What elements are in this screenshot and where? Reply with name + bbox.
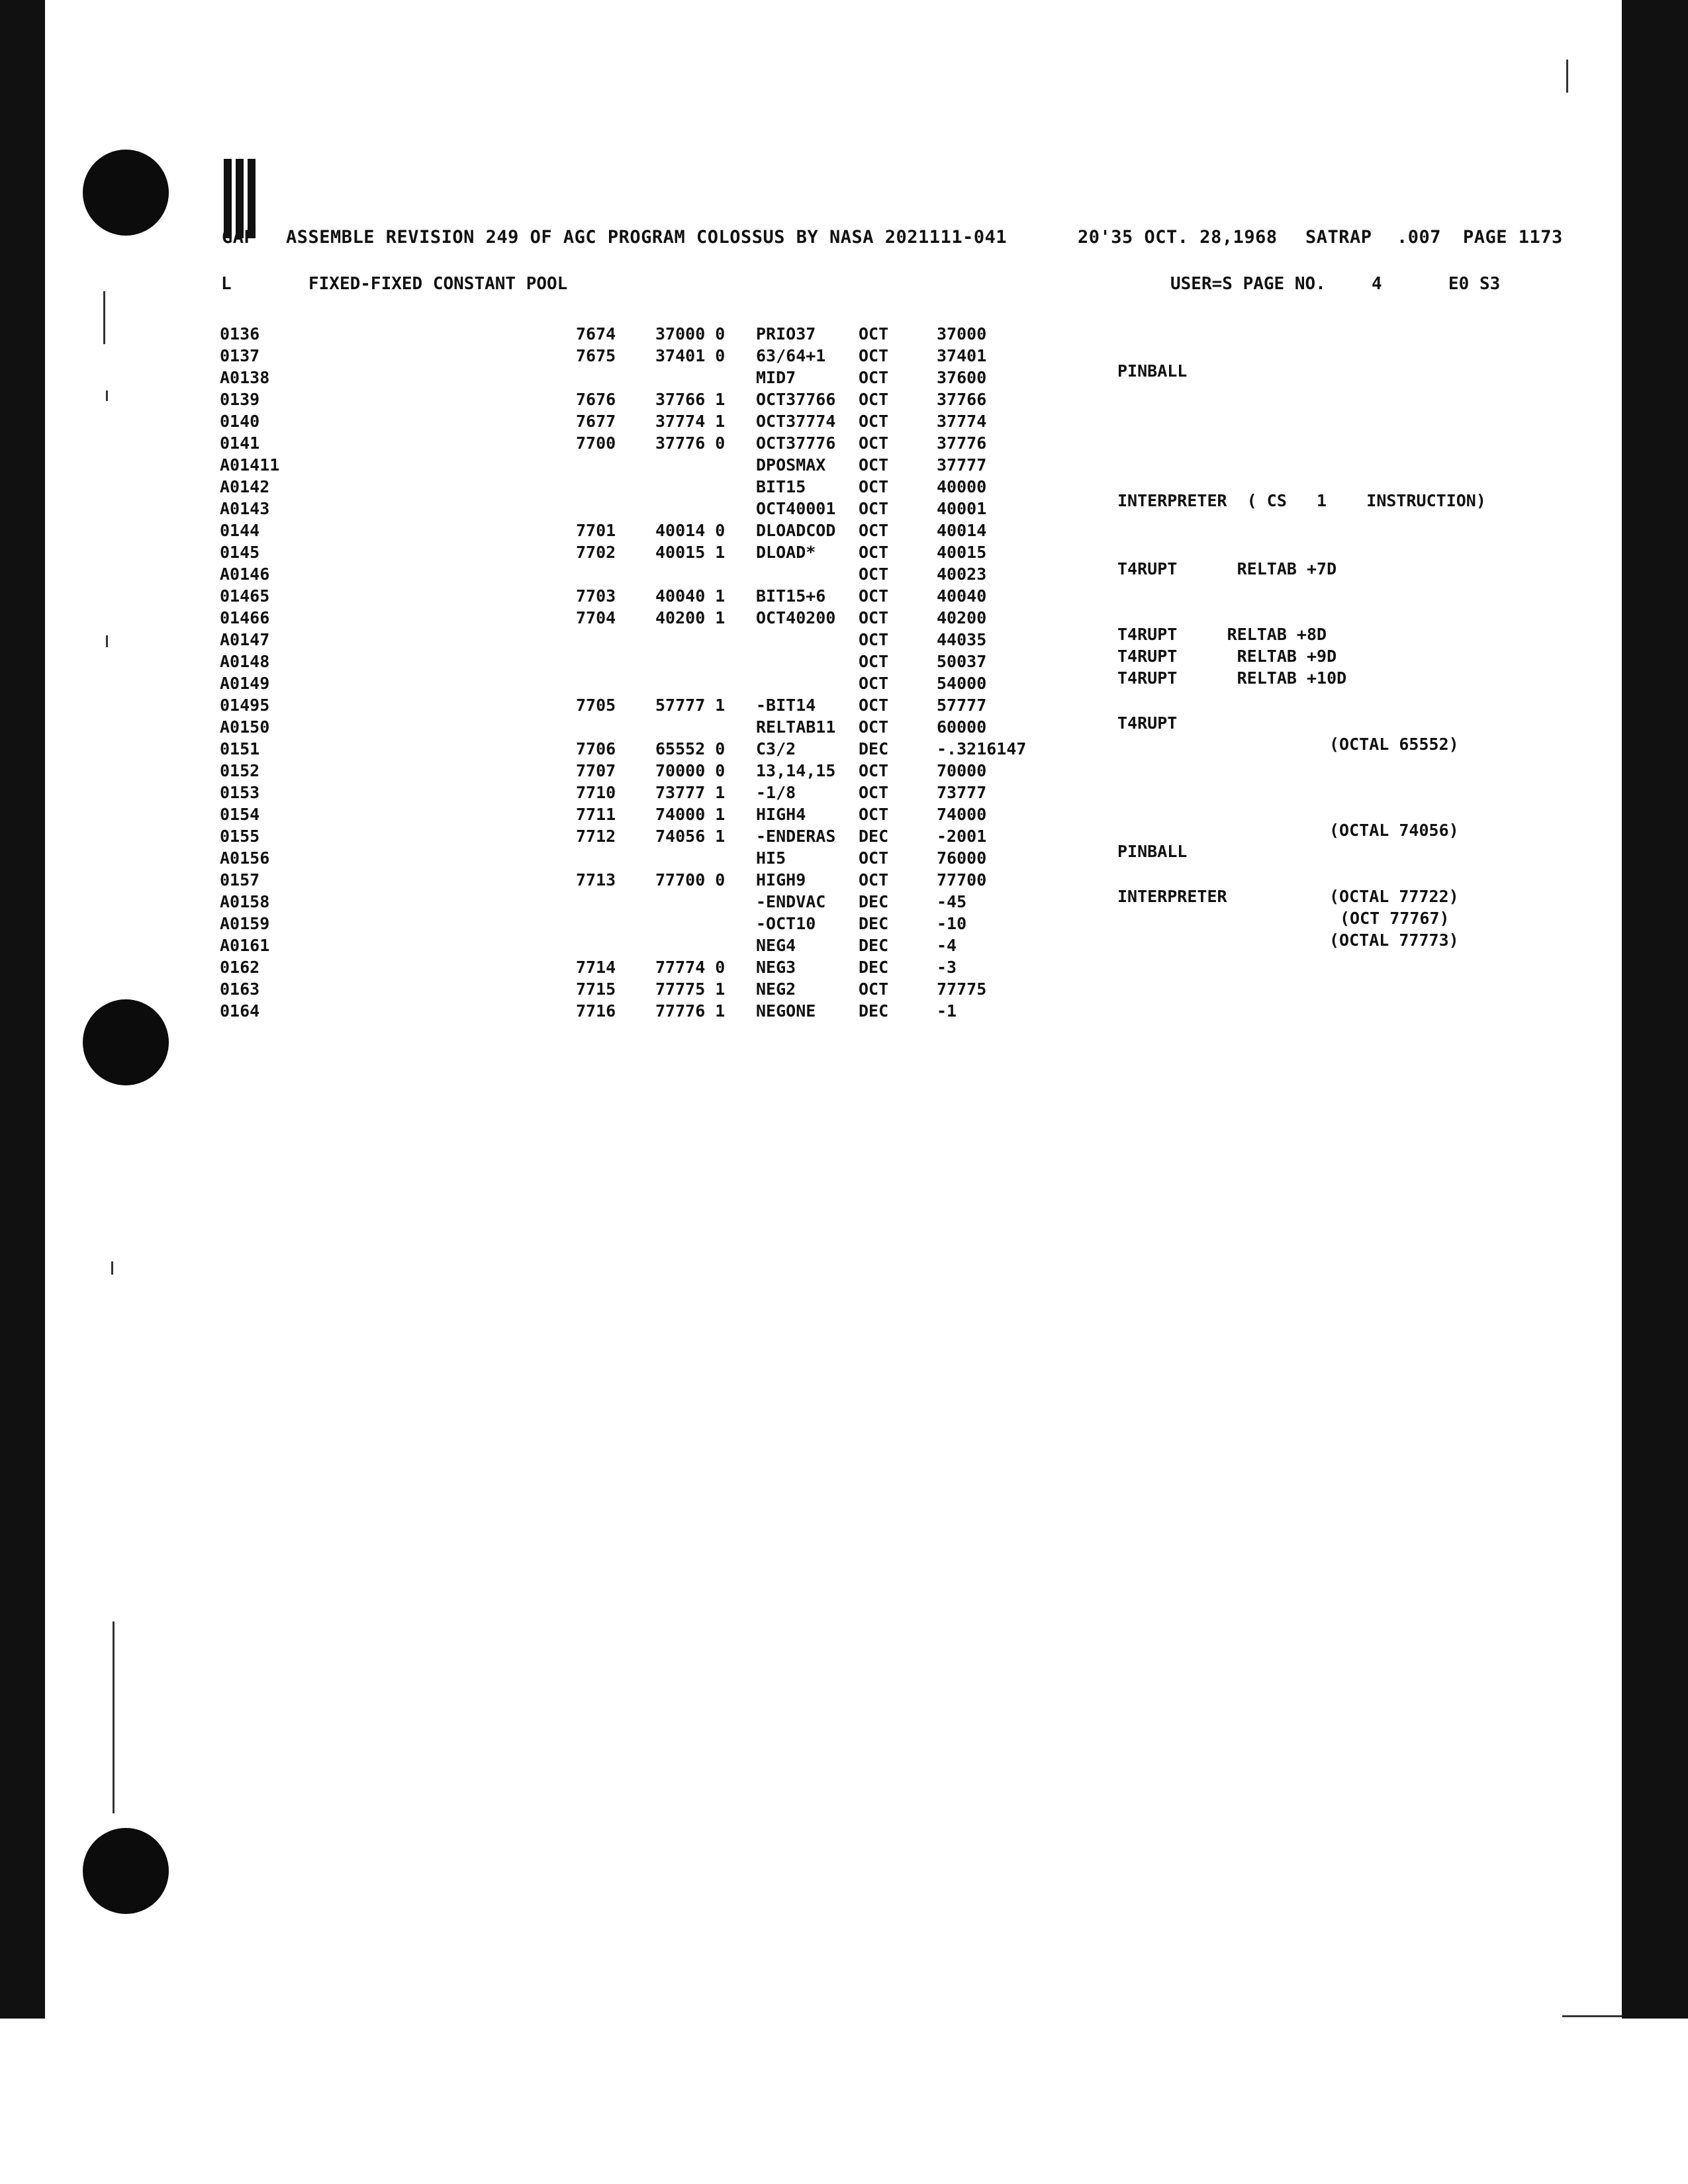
operand: 57777 (937, 696, 987, 715)
line-number: 0157 (220, 870, 260, 889)
symbol-label: NEG3 (756, 958, 796, 977)
line-number: A0149 (220, 674, 270, 693)
line-number: A0150 (220, 717, 270, 737)
symbol-label: BIT15+6 (756, 586, 826, 606)
listing-row (0, 958, 1688, 979)
comment-text: (OCTAL 74056) (1329, 821, 1459, 840)
listing-row (0, 543, 1688, 564)
opcode: DEC (859, 958, 889, 977)
memory-word: 65552 0 (655, 739, 726, 758)
listing-row (0, 324, 1688, 345)
opcode: OCT (859, 783, 889, 802)
symbol-label: DLOADCOD (756, 521, 836, 540)
memory-word: 40015 1 (655, 543, 726, 562)
symbol-label: OCT40200 (756, 608, 836, 627)
comment-text: T4RUPT RELTAB +9D (1117, 647, 1337, 666)
line-number: 0141 (220, 433, 260, 453)
opcode: OCT (859, 848, 889, 868)
listing-row (0, 608, 1688, 629)
comment-text: INTERPRETER (1117, 887, 1227, 906)
line-number: A0148 (220, 652, 270, 671)
scan-mark (106, 390, 108, 401)
line-number: 0153 (220, 783, 260, 802)
address: 7705 (576, 696, 616, 715)
line-number: A01411 (220, 455, 280, 475)
operand: 40015 (937, 543, 987, 562)
line-number: 0136 (220, 324, 260, 343)
memory-word: 77700 0 (655, 870, 726, 889)
opcode: DEC (859, 827, 889, 846)
line-number: A0156 (220, 848, 270, 868)
opcode: OCT (859, 499, 889, 518)
operand: 60000 (937, 717, 987, 737)
symbol-label: DPOSMAX (756, 455, 826, 475)
section-code: E0 S3 (1448, 274, 1501, 294)
symbol-label: NEGONE (756, 1001, 816, 1021)
operand: -1 (937, 1001, 957, 1021)
opcode: OCT (859, 761, 889, 780)
comment-text: T4RUPT RELTAB +7D (1117, 559, 1337, 578)
memory-word: 57777 1 (655, 696, 726, 715)
section-title: FIXED-FIXED CONSTANT POOL (308, 274, 568, 294)
opcode: DEC (859, 739, 889, 758)
punch-hole-top (83, 150, 169, 236)
scan-mark (113, 1621, 115, 1813)
opcode: OCT (859, 346, 889, 365)
operand: 76000 (937, 848, 987, 868)
address: 7700 (576, 433, 616, 453)
comment-text: T4RUPT RELTAB +10D (1117, 668, 1347, 688)
opcode: OCT (859, 455, 889, 475)
opcode: OCT (859, 390, 889, 409)
opcode: OCT (859, 477, 889, 496)
punch-hole-bottom (83, 1828, 169, 1914)
line-number: A0143 (220, 499, 270, 518)
operand: 40000 (937, 477, 987, 496)
opcode: OCT (859, 608, 889, 627)
symbol-label: -1/8 (756, 783, 796, 802)
line-number: 0162 (220, 958, 260, 977)
operand: -.3216147 (937, 739, 1027, 758)
operand: -3 (937, 958, 957, 977)
operand: -45 (937, 892, 967, 911)
user-page-number: 4 (1372, 274, 1382, 294)
operand: 37777 (937, 455, 987, 475)
opcode: DEC (859, 914, 889, 933)
memory-word: 73777 1 (655, 783, 726, 802)
memory-word: 70000 0 (655, 761, 726, 780)
symbol-label: OCT37766 (756, 390, 836, 409)
operand: 40001 (937, 499, 987, 518)
memory-word: 74056 1 (655, 827, 726, 846)
comment-text: (OCTAL 77722) (1329, 887, 1459, 906)
operand: 37401 (937, 346, 987, 365)
listing-row (0, 455, 1688, 477)
comment-text: T4RUPT (1117, 713, 1178, 733)
comment-text: PINBALL (1117, 842, 1188, 861)
listing-row (0, 783, 1688, 804)
memory-word: 77775 1 (655, 979, 726, 999)
line-number: 0155 (220, 827, 260, 846)
address: 7706 (576, 739, 616, 758)
listing-row (0, 1001, 1688, 1023)
line-number: A0158 (220, 892, 270, 911)
comment-text: (OCTAL 65552) (1329, 735, 1459, 754)
operand: 40023 (937, 565, 987, 584)
header-page: PAGE 1173 (1463, 227, 1563, 248)
memory-word: 37401 0 (655, 346, 726, 365)
symbol-label: RELTAB11 (756, 717, 836, 737)
comment-text: T4RUPT RELTAB +8D (1117, 625, 1327, 644)
type-code: L (221, 274, 232, 294)
address: 7701 (576, 521, 616, 540)
opcode: OCT (859, 870, 889, 889)
listing-row (0, 412, 1688, 433)
memory-word: 40040 1 (655, 586, 726, 606)
memory-word: 40200 1 (655, 608, 726, 627)
address: 7676 (576, 390, 616, 409)
line-number: 0144 (220, 521, 260, 540)
symbol-label: -BIT14 (756, 696, 816, 715)
listing-row (0, 586, 1688, 608)
line-number: 0137 (220, 346, 260, 365)
memory-word: 37766 1 (655, 390, 726, 409)
memory-word: 37774 1 (655, 412, 726, 431)
memory-word: 37000 0 (655, 324, 726, 343)
comment-text: (OCT 77767) (1340, 909, 1450, 928)
symbol-label: BIT15 (756, 477, 806, 496)
address: 7711 (576, 805, 616, 824)
line-number: A0142 (220, 477, 270, 496)
opcode: OCT (859, 543, 889, 562)
symbol-label: 63/64+1 (756, 346, 826, 365)
line-number: 0145 (220, 543, 260, 562)
listing-row (0, 630, 1688, 651)
vertical-bars-mark (224, 159, 263, 238)
symbol-label: 13,14,15 (756, 761, 836, 780)
operand: 37776 (937, 433, 987, 453)
address: 7713 (576, 870, 616, 889)
comment-text: INTERPRETER ( CS 1 INSTRUCTION) (1117, 491, 1486, 510)
opcode: OCT (859, 586, 889, 606)
line-number: 01495 (220, 696, 270, 715)
operand: 54000 (937, 674, 987, 693)
symbol-label: NEG2 (756, 979, 796, 999)
listing-row (0, 565, 1688, 586)
operand: 37000 (937, 324, 987, 343)
symbol-label: OCT37774 (756, 412, 836, 431)
listing-row (0, 521, 1688, 542)
listing-row (0, 346, 1688, 367)
listing-row (0, 674, 1688, 695)
header-timestamp: 20'35 OCT. 28,1968 (1078, 227, 1278, 248)
operand: 40014 (937, 521, 987, 540)
address: 7675 (576, 346, 616, 365)
symbol-label: OCT37776 (756, 433, 836, 453)
line-number: 0163 (220, 979, 260, 999)
opcode: OCT (859, 521, 889, 540)
operand: 70000 (937, 761, 987, 780)
address: 7702 (576, 543, 616, 562)
opcode: OCT (859, 324, 889, 343)
opcode: OCT (859, 717, 889, 737)
listing-row (0, 433, 1688, 455)
header-title: ASSEMBLE REVISION 249 OF AGC PROGRAM COLOSSUS BY NASA 2021111-041 (286, 227, 1008, 248)
header-left-mark: GAP (222, 227, 256, 248)
address: 7714 (576, 958, 616, 977)
operand: -2001 (937, 827, 987, 846)
address: 7703 (576, 586, 616, 606)
scan-mark (1562, 2015, 1622, 2017)
memory-word: 74000 1 (655, 805, 726, 824)
memory-word: 77774 0 (655, 958, 726, 977)
operand: -10 (937, 914, 967, 933)
address: 7716 (576, 1001, 616, 1021)
listing-row (0, 652, 1688, 673)
address: 7710 (576, 783, 616, 802)
opcode: OCT (859, 630, 889, 649)
line-number: 0154 (220, 805, 260, 824)
symbol-label: NEG4 (756, 936, 796, 955)
scan-mark (103, 291, 105, 344)
header-version: .007 (1397, 227, 1442, 248)
listing-row (0, 390, 1688, 411)
symbol-label: -OCT10 (756, 914, 816, 933)
operand: 37600 (937, 368, 987, 387)
listing-row (0, 696, 1688, 717)
listing-row (0, 848, 1688, 870)
operand: 77700 (937, 870, 987, 889)
operand: 44035 (937, 630, 987, 649)
line-number: 0164 (220, 1001, 260, 1021)
symbol-label: OCT40001 (756, 499, 836, 518)
operand: 40200 (937, 608, 987, 627)
line-number: 01465 (220, 586, 270, 606)
opcode: OCT (859, 565, 889, 584)
line-number: A0138 (220, 368, 270, 387)
line-number: A0159 (220, 914, 270, 933)
opcode: DEC (859, 936, 889, 955)
scan-mark (111, 1261, 113, 1275)
memory-word: 37776 0 (655, 433, 726, 453)
comment-text: PINBALL (1117, 361, 1188, 381)
header-user: SATRAP (1305, 227, 1372, 248)
listing-row (0, 368, 1688, 389)
opcode: OCT (859, 433, 889, 453)
user-page-label: USER=S PAGE NO. (1170, 274, 1326, 294)
operand: 77775 (937, 979, 987, 999)
symbol-label: -ENDVAC (756, 892, 826, 911)
symbol-label: HI5 (756, 848, 786, 868)
address: 7677 (576, 412, 616, 431)
listing-row (0, 761, 1688, 782)
opcode: OCT (859, 368, 889, 387)
memory-word: 40014 0 (655, 521, 726, 540)
symbol-label: MID7 (756, 368, 796, 387)
address: 7707 (576, 761, 616, 780)
address: 7715 (576, 979, 616, 999)
symbol-label: DLOAD* (756, 543, 816, 562)
line-number: 0140 (220, 412, 260, 431)
line-number: 0152 (220, 761, 260, 780)
address: 7712 (576, 827, 616, 846)
line-number: A0146 (220, 565, 270, 584)
line-number: 01466 (220, 608, 270, 627)
scan-mark (1566, 60, 1568, 93)
symbol-label: -ENDERAS (756, 827, 836, 846)
comment-text: (OCTAL 77773) (1329, 931, 1459, 950)
operand: 50037 (937, 652, 987, 671)
operand: 37766 (937, 390, 987, 409)
operand: 74000 (937, 805, 987, 824)
listing-row (0, 979, 1688, 1001)
opcode: OCT (859, 652, 889, 671)
line-number: 0151 (220, 739, 260, 758)
opcode: OCT (859, 674, 889, 693)
opcode: OCT (859, 805, 889, 824)
symbol-label: HIGH4 (756, 805, 806, 824)
address: 7704 (576, 608, 616, 627)
line-number: A0147 (220, 630, 270, 649)
memory-word: 77776 1 (655, 1001, 726, 1021)
operand: 40040 (937, 586, 987, 606)
opcode: OCT (859, 979, 889, 999)
operand: 73777 (937, 783, 987, 802)
line-number: A0161 (220, 936, 270, 955)
operand: -4 (937, 936, 957, 955)
symbol-label: HIGH9 (756, 870, 806, 889)
symbol-label: PRIO37 (756, 324, 816, 343)
scan-mark (106, 635, 108, 647)
opcode: OCT (859, 412, 889, 431)
address: 7674 (576, 324, 616, 343)
operand: 37774 (937, 412, 987, 431)
opcode: DEC (859, 892, 889, 911)
opcode: OCT (859, 696, 889, 715)
line-number: 0139 (220, 390, 260, 409)
symbol-label: C3/2 (756, 739, 796, 758)
opcode: DEC (859, 1001, 889, 1021)
